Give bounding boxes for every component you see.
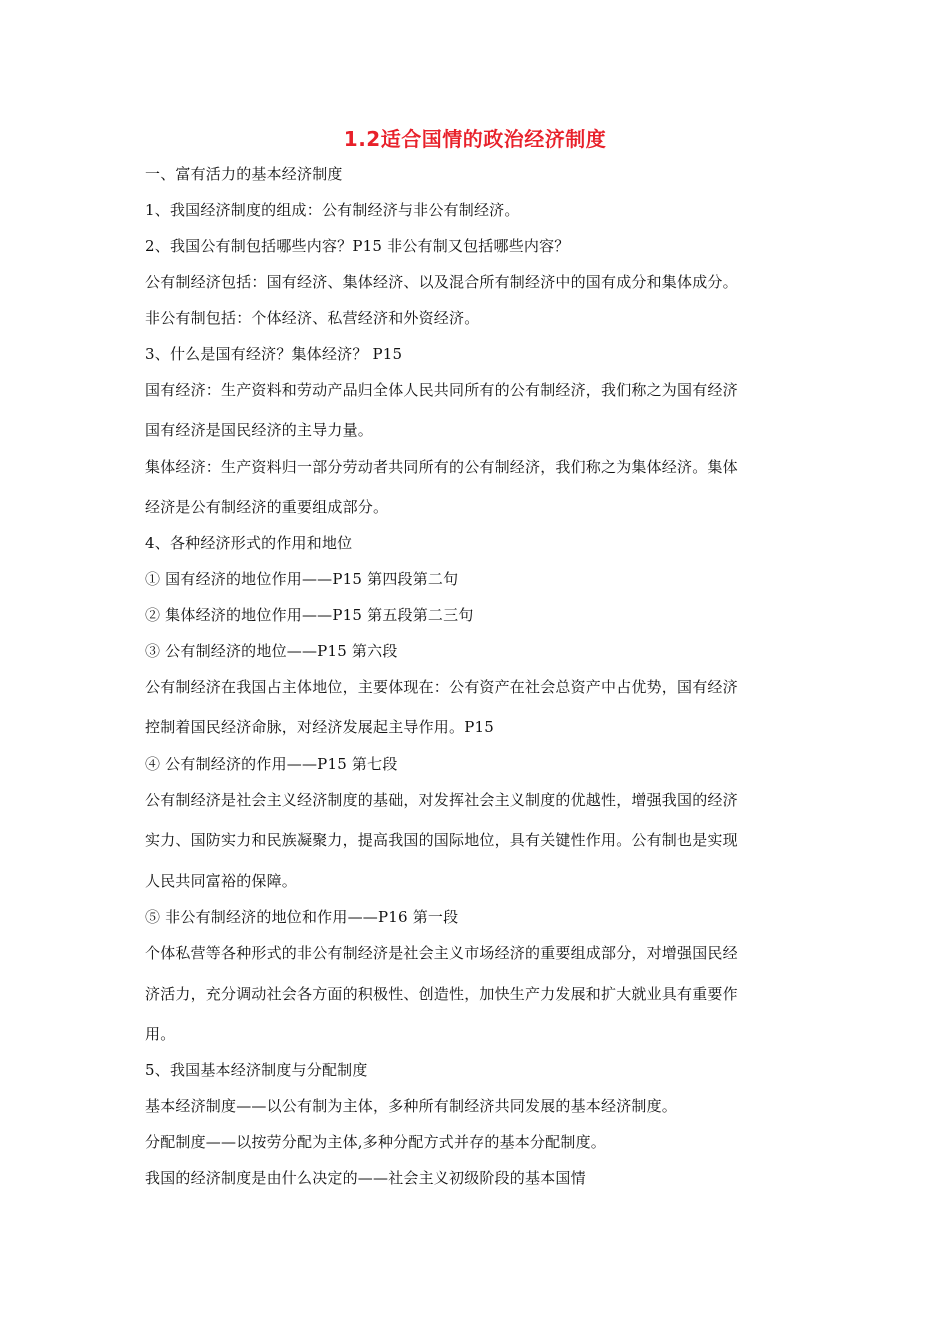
text-line: 人民共同富裕的保障。	[145, 872, 298, 890]
text-line: ③ 公有制经济的地位——P15 第六段	[145, 642, 398, 660]
text-line: ④ 公有制经济的作用——P15 第七段	[145, 755, 398, 773]
text-line: 济活力，充分调动社会各方面的积极性、创造性，加快生产力发展和扩大就业具有重要作	[145, 985, 738, 1003]
text-line: 公有制经济是社会主义经济制度的基础，对发挥社会主义制度的优越性，增强我国的经济	[145, 791, 738, 809]
text-line: 3、什么是国有经济？集体经济？ P15	[145, 345, 403, 363]
text-line: 集体经济：生产资料归一部分劳动者共同所有的公有制经济，我们称之为集体经济。集体	[145, 458, 738, 476]
text-line: 用。	[145, 1025, 176, 1043]
text-line: 公有制经济在我国占主体地位，主要体现在：公有资产在社会总资产中占优势，国有经济	[145, 678, 738, 696]
text-line: 2、我国公有制包括哪些内容？P15 非公有制又包括哪些内容？	[145, 237, 570, 255]
text-line: ② 集体经济的地位作用——P15 第五段第二三句	[145, 606, 474, 624]
text-line: 非公有制包括：个体经济、私营经济和外资经济。	[145, 309, 480, 327]
text-line: 个体私营等各种形式的非公有制经济是社会主义市场经济的重要组成部分，对增强国民经	[145, 944, 738, 962]
text-line: ① 国有经济的地位作用——P15 第四段第二句	[145, 570, 459, 588]
text-line: 国有经济：生产资料和劳动产品归全体人民共同所有的公有制经济，我们称之为国有经济	[145, 381, 738, 399]
text-line: 国有经济是国民经济的主导力量。	[145, 421, 374, 439]
text-line: 公有制经济包括：国有经济、集体经济、以及混合所有制经济中的国有成分和集体成分。	[145, 273, 738, 291]
text-line: 4、各种经济形式的作用和地位	[145, 534, 353, 552]
text-line: 分配制度——以按劳分配为主体,多种分配方式并存的基本分配制度。	[145, 1133, 606, 1151]
text-line: 实力、国防实力和民族凝聚力，提高我国的国际地位，具有关键性作用。公有制也是实现	[145, 831, 738, 849]
text-line: 基本经济制度——以公有制为主体，多种所有制经济共同发展的基本经济制度。	[145, 1097, 678, 1115]
text-line: ⑤ 非公有制经济的地位和作用——P16 第一段	[145, 908, 459, 926]
text-line: 1、我国经济制度的组成：公有制经济与非公有制经济。	[145, 201, 520, 219]
text-line: 5、我国基本经济制度与分配制度	[145, 1061, 368, 1079]
document-title: 1.2适合国情的政治经济制度	[343, 127, 607, 151]
text-line: 经济是公有制经济的重要组成部分。	[145, 498, 389, 516]
text-line: 控制着国民经济命脉，对经济发展起主导作用。P15	[145, 718, 494, 736]
section-heading: 一、富有活力的基本经济制度	[145, 165, 343, 183]
text-line: 我国的经济制度是由什么决定的——社会主义初级阶段的基本国情	[145, 1169, 586, 1187]
